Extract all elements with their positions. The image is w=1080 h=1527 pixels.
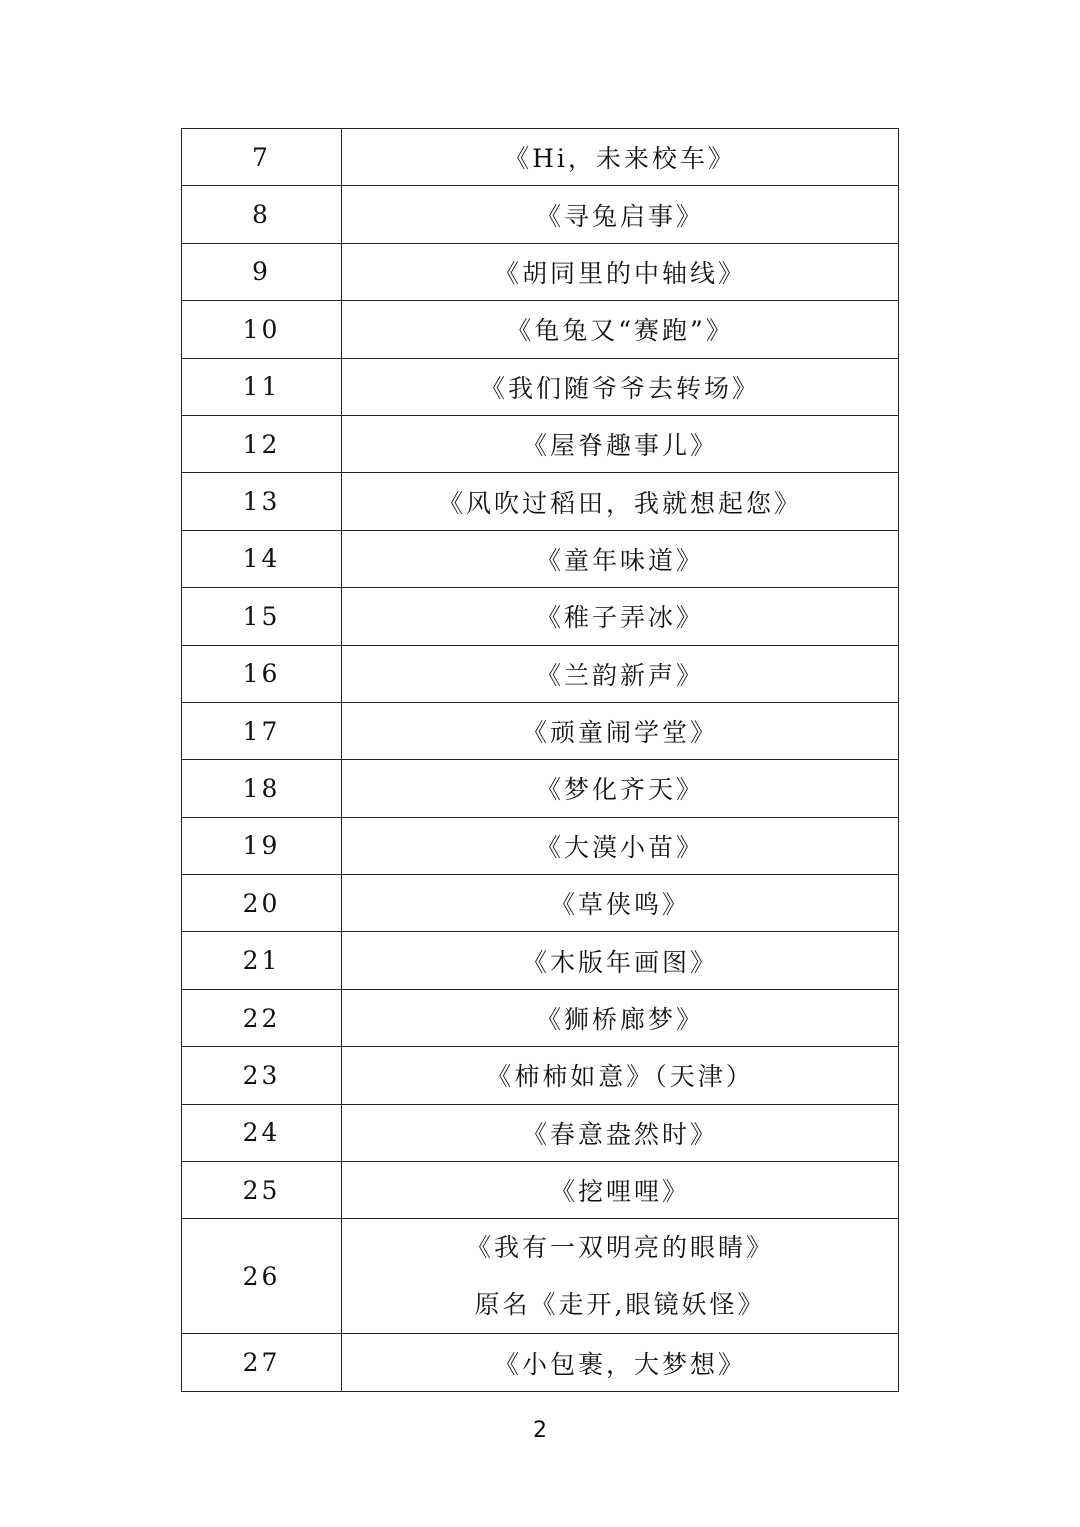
row-number: 23 [182,1047,342,1104]
table-row [182,243,899,300]
table-row [182,358,899,415]
work-title: 《顽童闹学堂》 [342,702,899,759]
table-row [182,588,899,645]
table-row [182,1104,899,1161]
work-title: 《草侠鸣》 [342,875,899,932]
table-row [182,817,899,874]
table-row [182,530,899,587]
work-title: 《狮桥廊梦》 [342,989,899,1046]
work-title: 《稚子弄冰》 [342,588,899,645]
row-number: 14 [182,530,342,587]
work-title: 《我们随爷爷去转场》 [342,358,899,415]
work-title: 《寻兔启事》 [342,186,899,243]
row-number: 7 [182,129,342,186]
row-number: 9 [182,243,342,300]
table-row [182,129,899,186]
table-row [182,186,899,243]
work-title: 《胡同里的中轴线》 [342,243,899,300]
row-number: 15 [182,588,342,645]
row-number: 16 [182,645,342,702]
row-number: 18 [182,760,342,817]
row-number: 13 [182,473,342,530]
row-number: 12 [182,415,342,472]
table-row [182,473,899,530]
row-number: 8 [182,186,342,243]
row-number: 27 [182,1334,342,1391]
row-number: 26 [182,1219,342,1334]
table-row [182,1162,899,1219]
row-number: 17 [182,702,342,759]
row-number: 24 [182,1104,342,1161]
work-title: 《春意盎然时》 [342,1104,899,1161]
work-original-title: 原名《走开,眼镜妖怪》 [474,1290,766,1320]
table-row [182,645,899,702]
table-row [182,1334,899,1391]
work-title: 《龟兔又“赛跑”》 [342,301,899,358]
work-title: 《小包裹，大梦想》 [342,1334,899,1391]
table-row [182,760,899,817]
works-table [181,128,899,1392]
row-number: 19 [182,817,342,874]
work-title: 《兰韵新声》 [342,645,899,702]
work-title: 《大漠小苗》 [342,817,899,874]
work-title: 《风吹过稻田，我就想起您》 [342,473,899,530]
page-number: 2 [533,1418,547,1443]
table-row [182,1047,899,1104]
work-title: 《Hi，未来校车》 [342,129,899,186]
table-row [182,1219,899,1334]
row-number: 20 [182,875,342,932]
table-row [182,702,899,759]
table-row [182,932,899,989]
work-title: 《屋脊趣事儿》 [342,415,899,472]
work-title: 《童年味道》 [342,530,899,587]
row-number: 10 [182,301,342,358]
row-number: 22 [182,989,342,1046]
work-title: 《我有一双明亮的眼睛》 [465,1233,774,1263]
row-number: 21 [182,932,342,989]
work-title: 《挖哩哩》 [342,1162,899,1219]
work-title: 《木版年画图》 [342,932,899,989]
table-row [182,415,899,472]
work-title: 《柿柿如意》（天津） [342,1047,899,1104]
table-row [182,989,899,1046]
row-number: 25 [182,1162,342,1219]
table-row [182,301,899,358]
row-number: 11 [182,358,342,415]
table-row [182,875,899,932]
work-title: 《梦化齐天》 [342,760,899,817]
work-title-cell [342,1219,899,1334]
